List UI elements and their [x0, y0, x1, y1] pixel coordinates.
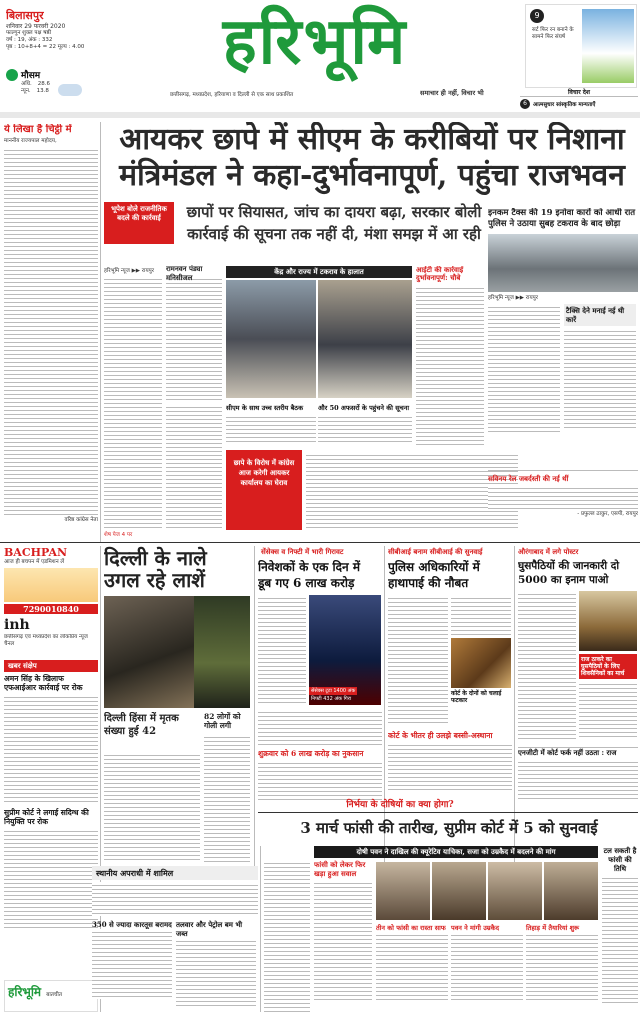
officers-photo [318, 280, 412, 398]
brief-1-title: अमन सिंह के खिलाफ एफआईआर कार्रवाई पर रोक [4, 674, 83, 692]
hindu-date: फाल्गुन शुक्ल पक्ष षष्ठी [6, 30, 52, 36]
top-right-promo [525, 4, 637, 88]
lead-byline: हरिभूमि न्यूज ▶▶ रायपुर [104, 268, 155, 274]
inh-logo: inh [4, 617, 30, 633]
aurangabad-body-2 [518, 759, 638, 799]
meeting-photo [226, 280, 316, 398]
edition-date: शनिवार 29 फरवरी 2020 [6, 23, 66, 30]
tagline-right: समाचार ही नहीं, विचार भी [420, 89, 484, 97]
price: पृष्ठ : 10+8+4 = 22 मूल्य : 4.00 [6, 44, 85, 50]
cbi-body [388, 595, 448, 725]
min-temp-label: न्यून. [21, 88, 31, 94]
innova-photo [488, 234, 638, 292]
bachpan-sub: आज ही बचपन में एडमिशन लें [4, 559, 65, 565]
vichar-page: 6 [520, 99, 530, 109]
quote-body [488, 485, 638, 511]
it-side [416, 266, 484, 446]
aurangabad-body-b [579, 681, 637, 737]
letter-title: ये लिखा है चिट्ठी में [4, 124, 72, 135]
caption-2: और 50 अफसरों के पहुंचने की सूचना [318, 404, 410, 412]
weather-box [6, 68, 86, 108]
lead-headline-1: आयकर छापे में सीएम के करीबियों पर निशाना [119, 122, 625, 157]
volume: वर्ष : 19, अंक : 332 [6, 37, 53, 43]
nirbhaya-cols [376, 924, 598, 1012]
convict-3 [488, 862, 542, 920]
left-3: तलवार और पेट्रोल बम भी जब्त [176, 920, 243, 938]
innova-byline: हरिभूमि न्यूज ▶▶ रायपुर [488, 295, 539, 301]
delhi-headline-2: उगल रहे लाशें [104, 568, 205, 592]
bachpan-photo [4, 568, 98, 602]
nirbhaya-headline: 3 मार्च फांसी की तारीख, सुप्रीम कोर्ट में 5 को सुनवाई [300, 819, 598, 837]
bachpan-logo: BACHPAN [4, 546, 68, 559]
delhi-toll-2: 82 लोगों को गोली लगी [204, 712, 241, 730]
convict-1 [376, 862, 430, 920]
caption-1-body [226, 414, 316, 444]
aurangabad-box: राज ठाकरे का घुसपैठियों के लिए शिवसैनिकों का मार्च [579, 654, 637, 679]
market-headline-2: डूब गए 6 लाख करोड़ [258, 576, 355, 590]
brief-1-body [4, 694, 98, 804]
cbi-body-2 [388, 742, 512, 792]
local-crime [92, 866, 258, 1012]
left-3-body [176, 938, 256, 1008]
c1-body [314, 880, 372, 1000]
lead-body-col1 [104, 276, 162, 530]
letter-salutation: माननीय राज्यपाल महोदय, [4, 138, 57, 144]
market-body-2 [258, 709, 382, 745]
chip-nifty: निफ्टी 432 अंक गिरा [309, 695, 378, 703]
lead-body-col2 [166, 276, 222, 400]
cbi-sub: कोर्ट के भीतर ही उलझे बस्सी-अस्थाना [388, 731, 493, 740]
innova-body [488, 304, 560, 434]
market-body-3 [258, 760, 382, 800]
lead-deck-2: कार्रवाई की सूचना तक नहीं दी, मंशा समझ में आ रही [187, 225, 481, 243]
c4: तिहाड़ में तैयारियां शुरू [526, 924, 580, 932]
it-title: आईटी की कार्रवाई दुर्भावनापूर्ण: चौबे [416, 266, 464, 282]
letter-signature: वरिष्ठ कांग्रेस नेता [64, 517, 98, 523]
quote-box [488, 470, 638, 532]
chip-sensex: सेंसेक्स टूटा 1400 अंक [311, 688, 356, 694]
delhi-body [104, 752, 200, 862]
aurangabad-headline-1: घुसपैठियों की जानकारी दो [518, 560, 620, 572]
soldier-photo [194, 596, 250, 708]
promo-badge: 9 [530, 9, 544, 23]
max-temp-label: अधि. [21, 81, 32, 87]
caption-2-body [318, 414, 412, 444]
brief-2-title: सुप्रीम कोर्ट ने लगाई सदिग्ध की नियुक्ति पर रोक [4, 808, 89, 826]
cricket-photo [582, 9, 634, 83]
vichar-sub: आत्मसुधार सांस्कृतिक मान्यताएँ [533, 102, 596, 108]
lead-kicker: भूपेश बोले राजनीतिक बदले की कार्रवाई [104, 202, 174, 244]
market-sub: शुक्रवार को 6 लाख करोड़ का नुकसान [258, 749, 364, 758]
caption-1: सीएम के साथ उच्च स्तरीय बैठक [226, 404, 304, 412]
cbi-kicker: सीबीआई बनाम सीबीआई की सुनवाई [388, 547, 483, 556]
website-bar [0, 112, 640, 118]
delhi-headline-1: दिल्ली के नाले [104, 546, 207, 570]
convict-photos [376, 862, 598, 920]
tax-body [564, 328, 636, 428]
market-body [258, 595, 306, 705]
cbi-body-b [451, 595, 511, 635]
nirbhaya-right [602, 846, 638, 1012]
promo-teaser: सर्ट फिर रन बनाने के सामने फिर संघर्ष [532, 27, 574, 40]
c2-body [376, 932, 448, 1002]
weather-icon [6, 69, 18, 81]
lead-continue[interactable]: शेष पेज 4 पर [104, 532, 133, 538]
aurangabad-headline-2: 5000 का इनाम पाओ [518, 574, 609, 586]
brief-column [4, 674, 98, 1004]
cbi-headline-2: हाथापाई की नौबत [388, 576, 469, 590]
c1: फांसी को लेकर फिर खड़ा हुआ सवाल [314, 860, 366, 878]
letter-column [4, 124, 98, 540]
tax-head: टैक्सि देने मनाई नई थी कारें [564, 304, 636, 326]
gavel-photo [451, 638, 511, 688]
left-1-body [92, 882, 258, 916]
cbi-caption: कोर्ट के दोनों को चलाई फटकार [451, 690, 502, 704]
max-temp: 28.6 [37, 81, 51, 87]
nirbhaya-col2 [314, 860, 372, 1012]
edition-city: बिलासपुर [6, 9, 44, 22]
photo-banner: केंद्र और राज्य में टकराव के हालात [226, 266, 412, 278]
vichar-box [520, 88, 638, 112]
poster-photo [579, 591, 637, 651]
cloud-icon [58, 84, 82, 96]
bachpan-phone[interactable]: 7290010840 [4, 604, 98, 614]
quote-by: - प्रफुल्ल ठाकुर, एसपी, रायपुर [577, 511, 638, 517]
quote-text: सविनय रेल जबर्दस्ती की नई थीं [488, 474, 569, 483]
c3-body [451, 932, 523, 1002]
letter-body [4, 147, 98, 517]
brief-header: खबर संक्षेप [4, 660, 98, 672]
brief-2-body [4, 828, 98, 928]
masthead [0, 0, 640, 118]
lead-side-kicker: रामनवन पंड्या मनिसीजल [166, 264, 203, 282]
promo-logo: हरिभूमि [8, 985, 42, 999]
inh-sub: छत्तीसगढ़ एवं मध्यप्रदेश का लोकप्रिय न्यूज चैनल [4, 634, 88, 647]
c3: पवन ने मांगी उम्रकैद [451, 924, 500, 932]
petition-strip: दोषी पवन ने दाखिल की क्यूरेटिव याचिका, सजा को उम्रकैद में बदलने की मांग [314, 846, 598, 858]
lead-deck-1: छापों पर सियासत, जांच का दायरा बढ़ा, सरकार बोली [186, 203, 482, 221]
c4-body [526, 932, 598, 1002]
weather-label: मौसम [21, 71, 41, 81]
aurangabad-body [518, 591, 576, 741]
masthead-logo: हरिभूमि [222, 4, 408, 79]
lead-body-col2b [166, 404, 222, 530]
left-1: स्थानीय अपराधी में शामिल [92, 866, 258, 880]
vichar-title: विचार देश [520, 88, 638, 97]
innova-headline: इनकम टैक्स की 19 इनोवा कारों को आधी रात पुलिस ने उठाया सुबह टकराव के बाद छोड़ा [488, 208, 636, 229]
delhi-body-2 [204, 734, 250, 862]
min-temp: 13.8 [36, 88, 49, 94]
lead-headline-2: मंत्रिमंडल ने कहा-दुर्भावनापूर्ण, पहुंचा राजभवन [119, 158, 625, 193]
promo-sub: बातचीत [46, 992, 62, 998]
aurangabad-kicker: औरंगाबाद में लगे पोस्टर [518, 547, 579, 556]
cbi-headline-1: पुलिस अधिकारियों में [388, 560, 480, 574]
market-headline-1: निवेशकों के एक दिन में [258, 560, 361, 574]
convict-2 [432, 862, 486, 920]
right-body [602, 875, 638, 1005]
it-body [416, 285, 484, 445]
delhi-toll: दिल्ली हिंसा में मृतक संख्या हुई 42 [104, 713, 179, 737]
left-2-body [92, 929, 172, 999]
aurangabad-sub: एनजीटी में कोर्ट फर्क नहीं उठता : राज [518, 747, 638, 757]
lead-bottom-body [306, 452, 518, 528]
convict-4 [544, 862, 598, 920]
tagline-left: छत्तीसगढ़, मध्यप्रदेश, हरियाणा व दिल्ली से एक साथ प्रकाशित [170, 92, 294, 98]
left-2: 350 से ज्यादा कारतूस बरामद [92, 920, 172, 929]
congress-box: छापे के विरोध में कांग्रेस आज करेगी आयकर कार्यालय का घेराव [226, 450, 302, 530]
nirbhaya-kicker: निर्भया के दोषियों का क्या होगा? [346, 800, 454, 810]
haribhoomi-promo [4, 980, 98, 1012]
innova-story [488, 208, 638, 498]
market-kicker: सेंसेक्स व निफ्टी में भारी गिरावट [258, 546, 382, 557]
c2: तीन को फांसी का रास्ता साफ [376, 924, 446, 932]
right-head: टल सकती है फांसी की तिथि [603, 846, 637, 873]
nirbhaya-body [264, 860, 310, 1012]
